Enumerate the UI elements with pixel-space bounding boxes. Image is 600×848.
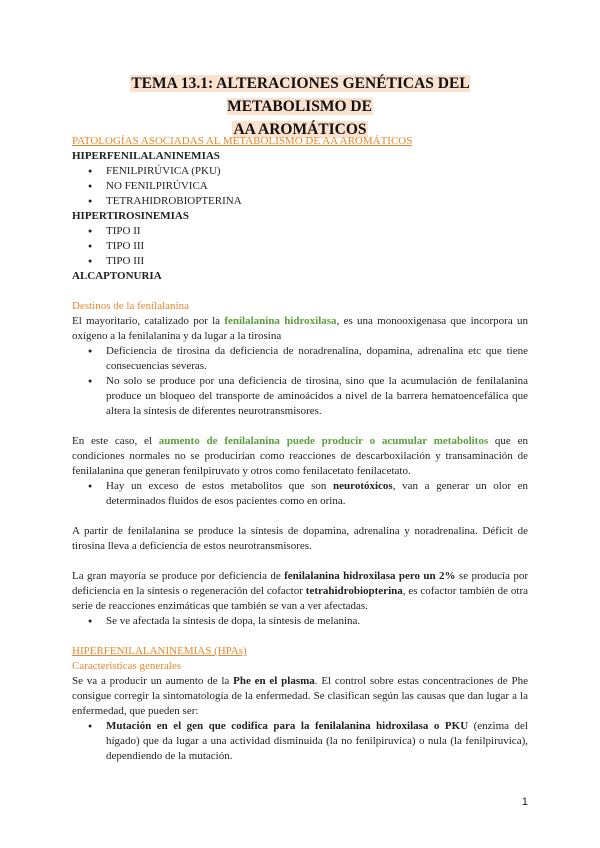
text-run: , es cofactor también de otra serie de reacciones enzimáticas que también se van a ver afectadas. xyxy=(72,585,529,612)
bold-term: neurotóxicos xyxy=(333,480,393,492)
list-item: ● Se ve afectada la síntesis de dopa, la síntesis de melanina. xyxy=(106,614,528,629)
list-item: ● TIPO III xyxy=(106,254,528,269)
list-cofactor xyxy=(72,614,528,629)
page-title xyxy=(72,72,528,141)
section-heading-hpas: HIPERFENILALANINEMIAS (HPAs) xyxy=(72,645,247,657)
text-run: (enzima del hígado) que da lugar a una actividad disminuida (la no fenilpiruvica) o nula (la fenilpiruvica), dependiendo de la mutación. xyxy=(106,720,528,762)
text-run: se producía por deficiencia en la síntesis o regeneración del cofactor xyxy=(72,570,528,597)
list-item: ● Deficiencia de tirosina da deficiencia de noradrenalina, dopamina, adrenalina etc que tiene consecuencias severas. xyxy=(106,344,528,374)
bold-term: fenilalanina hidroxilasa pero un 2% xyxy=(284,570,456,582)
text-run: Hay un exceso de estos metabolitos que son xyxy=(106,480,334,492)
list-hipertirosinemias xyxy=(72,224,528,269)
list-item: ● FENILPIRÚVICA (PKU) xyxy=(106,164,528,179)
bold-term: Phe en el plasma xyxy=(233,675,315,687)
title-line-2: AA AROMÁTICOS xyxy=(233,121,367,138)
text-run: , es una monooxigenasa que incorpora un oxígeno a la fenilalanina y da lugar a la tirosina xyxy=(72,315,528,342)
list-hiperfenilalaninemias xyxy=(72,164,528,209)
list-metabolitos xyxy=(72,479,528,509)
text-run: que en condiciones normales no se producirían como reacciones de descarboxilación y transaminación de fenilalanina que generan fenilpiruvato y otros como fenilacetato fenilacetato. xyxy=(72,435,528,477)
list-item xyxy=(106,719,528,764)
section-heading-patologias: PATOLOGÍAS ASOCIADAS AL METABOLISMO DE AA AROMÁTICOS xyxy=(72,135,413,147)
text-run: . El control sobre estas concentraciones de Phe consigue corregir la sintomatología de la enfermedad. Se clasifican según las causas que dan lugar a la enfermedad, que pueden ser: xyxy=(72,675,528,717)
highlight-phrase: aumento de fenilalanina puede producir o acumular metabolitos xyxy=(158,435,489,447)
highlight-enzyme: fenilalanina hidroxilasa xyxy=(224,315,337,327)
list-item: ● TIPO II xyxy=(106,224,528,239)
paragraph-destinos-1 xyxy=(72,314,528,344)
list-causas xyxy=(72,719,528,764)
subheading-caracteristicas: Características generales xyxy=(72,660,182,672)
section-heading-destinos: Destinos de la fenilalanina xyxy=(72,300,189,312)
title-line-1: TEMA 13.1: ALTERACIONES GENÉTICAS DEL METABOLISMO DE xyxy=(131,75,470,115)
list-item: ● TETRAHIDROBIOPTERINA xyxy=(106,194,528,209)
paragraph-destinos-4 xyxy=(72,569,528,614)
list-item: ● No solo se produce por una deficiencia de tirosina, sino que la acumulación de fenilalanina produce un bloqueo del transporte de aminoácidos a nivel de la barrera hematoencefálica que altera la síntesis de diferentes neurotransmisores. xyxy=(106,374,528,419)
bold-term: tetrahidrobiopterina xyxy=(305,585,403,597)
text-run: En este caso, el xyxy=(72,435,159,447)
list-destinos xyxy=(72,344,528,419)
text-run: La gran mayoría se produce por deficiencia de xyxy=(72,570,285,582)
list-item: ● TIPO III xyxy=(106,239,528,254)
page-number: 1 xyxy=(521,796,528,808)
list-item: ● NO FENILPIRÚVICA xyxy=(106,179,528,194)
paragraph-destinos-2 xyxy=(72,434,528,479)
label-hiperfenilalaninemias: HIPERFENILALANINEMIAS xyxy=(72,150,220,162)
list-item xyxy=(106,479,528,509)
document-body xyxy=(72,134,528,764)
bold-term: Mutación en el gen que codifica para la fenilalanina hidroxilasa o PKU xyxy=(106,720,469,732)
label-alcaptonuria: ALCAPTONURIA xyxy=(72,270,162,282)
paragraph-destinos-3: A partir de fenilalanina se produce la síntesis de dopamina, adrenalina y noradrenalina. Déficit de tirosina lleva a deficiencia de estos neurotransmisores. xyxy=(72,525,528,552)
paragraph-hpas-1 xyxy=(72,674,528,719)
text-run: El mayoritario, catalizado por la xyxy=(72,315,225,327)
text-run: , van a generar un olor en determinados fluidos de esos pacientes como en orina. xyxy=(106,480,528,507)
label-hipertirosinemias: HIPERTIROSINEMIAS xyxy=(72,210,189,222)
text-run: Se va a producir un aumento de la xyxy=(72,675,234,687)
